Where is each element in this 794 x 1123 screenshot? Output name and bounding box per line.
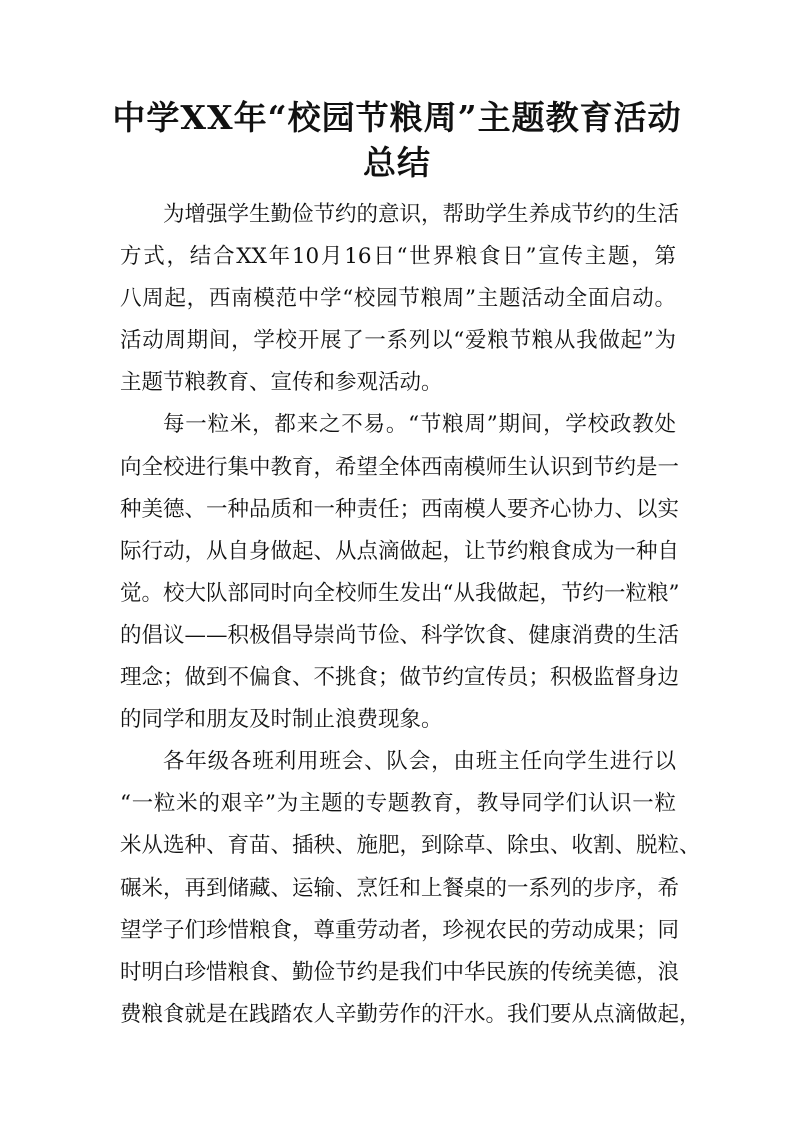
paragraph-3-line-6: 时明白珍惜粮食、勤俭节约是我们中华民族的传统美德，浪: [120, 959, 680, 985]
paragraph-2-line-1: 每一粒米，都来之不易。“节粮周”期间，学校政教处: [163, 412, 676, 438]
document-title-line-2: 总结: [363, 143, 431, 182]
paragraph-3-line-3: 米从选种、育苗、插秧、施肥，到除草、除虫、收割、脱粒、: [120, 833, 701, 859]
document-title-line-1: 中学XX年“校园节粮周”主题教育活动: [112, 98, 682, 137]
paragraph-1-line-5: 主题节粮教育、宣传和参观活动。: [120, 370, 443, 396]
paragraph-3-line-7: 费粮食就是在践踏农人辛勤劳作的汗水。我们要从点滴做起，: [120, 1001, 701, 1027]
paragraph-1-line-1: 为增强学生勤俭节约的意识，帮助学生养成节约的生活: [163, 202, 680, 227]
paragraph-3-line-4: 碾米，再到储藏、运输、烹饪和上餐桌的一系列的步序，希: [120, 875, 680, 901]
paragraph-1-line-3: 八周起，西南模范中学“校园节粮周”主题活动全面启动。: [120, 286, 676, 312]
paragraph-3-line-1: 各年级各班利用班会、队会，由班主任向学生进行以: [163, 749, 676, 775]
paragraph-2-line-6: 的倡议——积极倡导崇尚节俭、科学饮食、健康消费的生活: [120, 622, 680, 648]
paragraph-3-line-2: “一粒米的艰辛”为主题的专题教育，教导同学们认识一粒: [120, 791, 676, 817]
document-body: [120, 194, 701, 1036]
paragraph-2-line-3: 种美德、一种品质和一种责任；西南模人要齐心协力、以实: [120, 496, 680, 522]
paragraph-1-line-4: 活动周期间，学校开展了一系列以“爱粮节粮从我做起”为: [120, 328, 676, 354]
paragraph-2-line-7: 理念；做到不偏食、不挑食；做节约宣传员；积极监督身边: [120, 665, 680, 691]
paragraph-1-line-2: 方式，结合XX年10月16日“世界粮食日”宣传主题，第: [120, 244, 676, 270]
paragraph-2-line-4: 际行动，从自身做起、从点滴做起，让节约粮食成为一种自: [120, 538, 680, 564]
paragraph-2-line-2: 向全校进行集中教育，希望全体西南模师生认识到节约是一: [120, 454, 680, 480]
paragraph-3-line-5: 望学子们珍惜粮食，尊重劳动者，珍视农民的劳动成果；同: [120, 917, 680, 943]
paragraph-2-line-5: 觉。校大队部同时向全校师生发出“从我做起，节约一粒粮”: [120, 580, 680, 606]
paragraph-2-line-8: 的同学和朋友及时制止浪费现象。: [120, 707, 443, 733]
